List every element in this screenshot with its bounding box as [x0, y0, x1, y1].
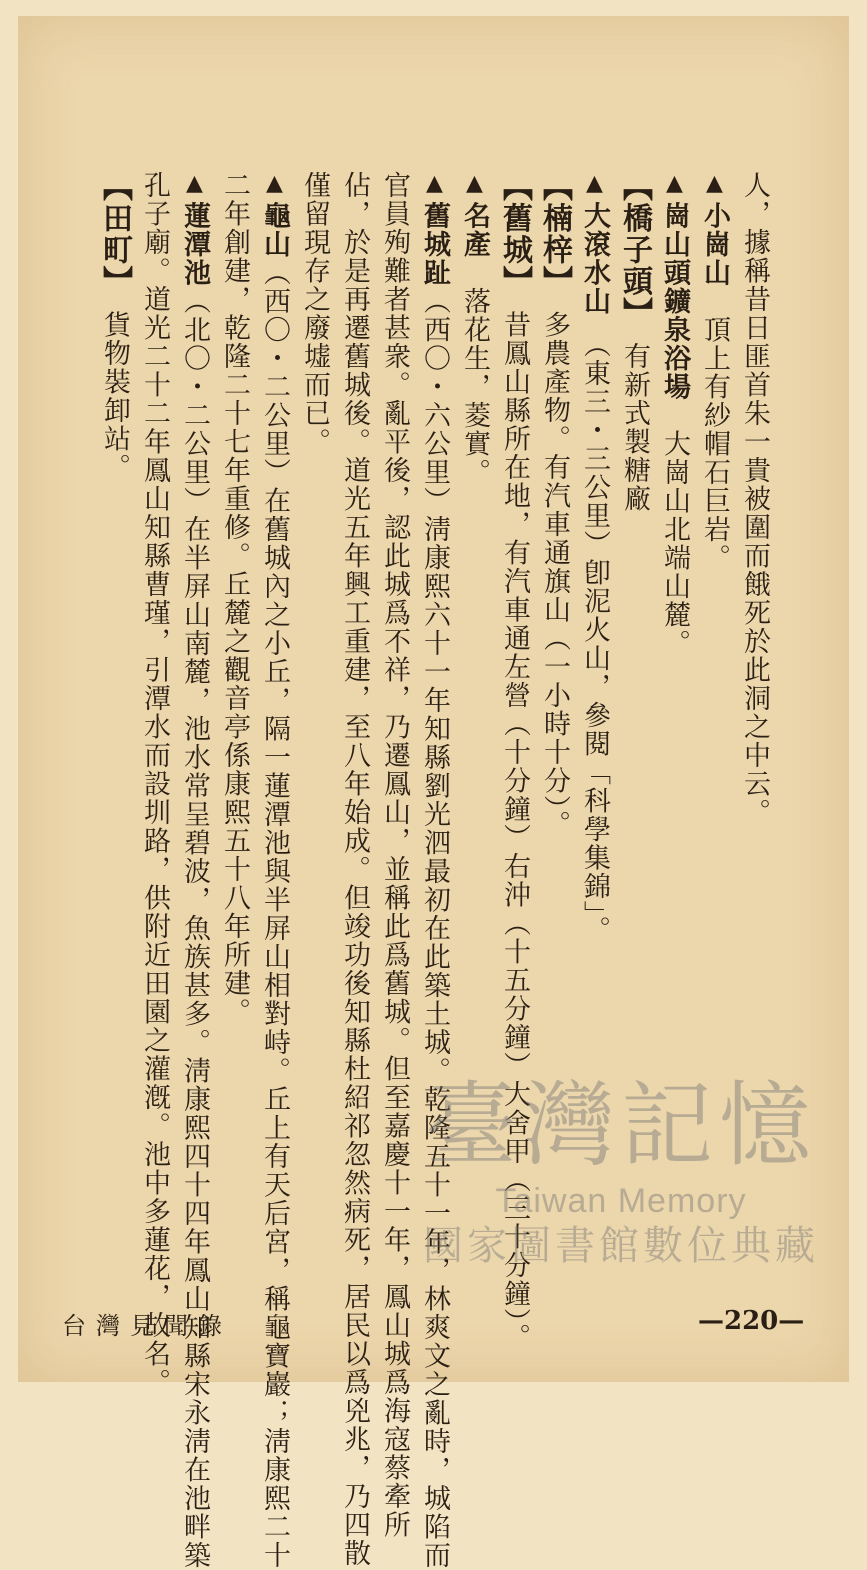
text-column	[218, 171, 251, 1301]
section-text: 昔鳳山縣所在地，有汽車通左營（十分鐘）右沖（十五分鐘）大舍甲（三十分鐘）。	[499, 310, 530, 1352]
column-text: 佔，於是再遷舊城後。道光五年興工重建，至八年始成。但竣功後知縣杜紹祁忽然病死，居民以爲兇兆，乃四散	[339, 171, 370, 1568]
entry-name: 小崗山	[699, 201, 730, 287]
book-title: 台灣見聞錄	[62, 1312, 232, 1340]
column-text: 二年創建，乾隆二十七年重修。丘麓之觀音亭係康熙五十八年所建。	[219, 171, 250, 1026]
entry-name: 崗山頭鑛泉浴場	[659, 201, 690, 401]
text-column	[138, 171, 171, 1397]
triangle-bullet-icon: ▲	[662, 171, 687, 198]
column-text: 人，據稱昔日匪首朱一貴被圍而餓死於此洞之中云。	[739, 171, 770, 827]
text-column	[298, 171, 331, 1301]
triangle-bullet-icon: ▲	[182, 171, 207, 198]
entry-name: 名產	[459, 201, 490, 259]
entry-name: 蓮潭池	[179, 201, 210, 287]
section-text: 貨物裝卸站。	[99, 310, 130, 482]
entry-column	[178, 171, 211, 1570]
entry-column	[258, 171, 291, 1570]
triangle-bullet-icon: ▲	[462, 171, 487, 198]
section-text: 有新式製糖廠	[619, 342, 650, 513]
column-text: 僅留現存之廢墟而已。	[299, 171, 330, 456]
triangle-bullet-icon: ▲	[422, 171, 447, 198]
entry-text: 頂上有紗帽石巨岩。	[699, 315, 730, 572]
triangle-bullet-icon: ▲	[702, 171, 727, 198]
section-heading: 【舊城】	[497, 171, 532, 282]
section-text: 多農產物。有汽車通旗山（一小時十分）。	[539, 310, 570, 839]
page-number: —220—	[698, 1306, 805, 1336]
section-column	[98, 171, 131, 1301]
entry-text: 落花生，菱實。	[459, 287, 490, 487]
watermark	[406, 1071, 836, 1271]
book-page	[18, 16, 849, 1570]
section-heading: 【橋子頭】	[617, 171, 652, 314]
triangle-bullet-icon: ▲	[582, 171, 607, 198]
entry-text: （東三・三公里）卽泥火山，參閱「科學集錦」。	[579, 344, 610, 944]
watermark-english: Taiwan Memory	[495, 1182, 747, 1220]
section-heading: 【楠梓】	[537, 171, 572, 282]
triangle-bullet-icon: ▲	[262, 171, 287, 198]
watermark-chinese: 國家圖書館數位典藏	[423, 1223, 819, 1269]
text-column	[338, 171, 371, 1568]
entry-name: 龜山	[259, 201, 290, 259]
section-heading: 【田町】	[97, 171, 132, 282]
entry-text: （西〇・二公里）在舊城內之小丘，隔一蓮潭池與半屏山相對峙。丘上有天后宮，稱龜寶巖；淸康熙二十	[259, 258, 290, 1570]
entry-name: 舊城趾	[419, 201, 450, 287]
entry-text: （北〇・二公里）在半屏山南麓，池水常呈碧波，魚族甚多。淸康熙四十四年鳳山知縣宋永淸在池畔築	[179, 287, 210, 1570]
entry-text: （西〇・六公里）淸康熙六十一年知縣劉光泗最初在此築土城。乾隆五十一年，林爽文之亂時，城陷而	[419, 287, 450, 1570]
watermark-logo: 臺灣記憶	[424, 1072, 817, 1179]
entry-name: 大滾水山	[579, 201, 610, 316]
entry-text: 大崗山北端山麓。	[659, 429, 690, 658]
column-text: 孔子廟。道光二十二年鳳山知縣曹瑾，引潭水而設圳路，供附近田園之灌漑。池中多蓮花，故名。	[139, 171, 170, 1397]
column-text: 官員殉難者甚衆。亂平後，認此城爲不祥，乃遷鳳山，並稱此爲舊城。但至嘉慶十一年，鳳山城爲海寇蔡牽所	[379, 171, 410, 1539]
